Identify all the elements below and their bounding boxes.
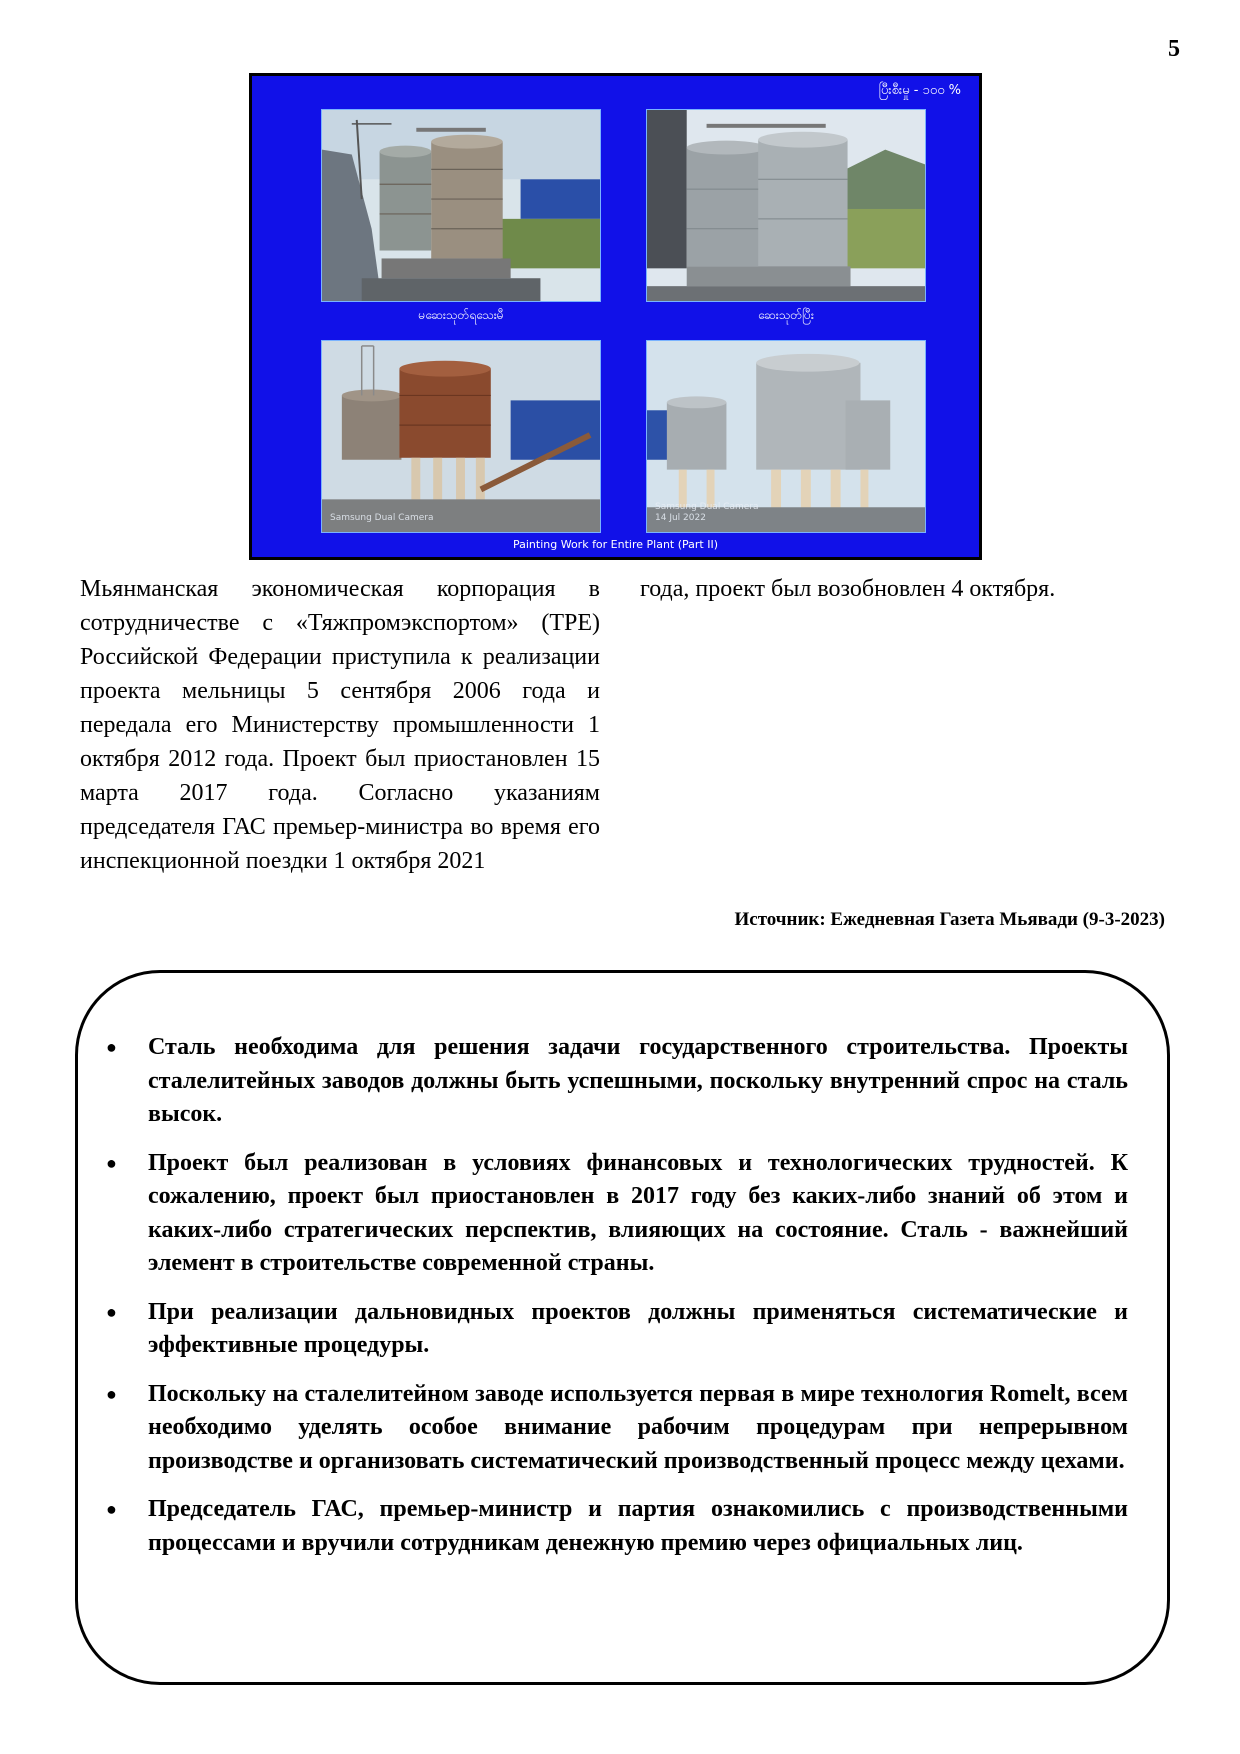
summary-item-text: При реализации дальновидных проектов должны применяться систематические и эффективные процедуры. — [148, 1298, 1128, 1358]
photo-tanks-before-bottom — [321, 340, 601, 533]
slide-image — [249, 73, 982, 560]
summary-item-text: Проект был реализован в условиях финансовых и технологических трудностей. К сожалению, проект был приостановлен в 2017 году без каких-либо знаний об этом и каких-либо стратегических перспектив, влияющих на состояние. Сталь - важнейший элемент в строительстве современной страны. — [148, 1149, 1128, 1276]
slide-footer: Painting Work for Entire Plant (Part II) — [512, 538, 719, 551]
summary-box — [75, 970, 1170, 1685]
bullet-icon: ● — [106, 1383, 117, 1404]
photo-tanks-before-top — [321, 109, 601, 302]
camera-stamp-2: Samsung Dual Camera — [655, 502, 759, 512]
bullet-icon: ● — [106, 1499, 117, 1519]
bullet-icon: ● — [106, 1152, 117, 1173]
caption-before: မဆေးသုတ်ရသေးမီ — [418, 308, 504, 322]
summary-item — [106, 1378, 1128, 1479]
summary-item-text: Сталь необходима для решения задачи государственного строительства. Проекты сталелитейных заводов должны быть успешными, поскольку внутренний спрос на сталь высок. — [148, 1034, 1128, 1127]
summary-list — [106, 1031, 1128, 1575]
photo-tanks-after-top — [646, 109, 926, 302]
photo-tanks-after-bottom — [646, 340, 926, 533]
bullet-icon: ● — [106, 1301, 117, 1322]
camera-stamp: Samsung Dual Camera — [330, 513, 434, 523]
page-number: 5 — [1168, 36, 1180, 62]
summary-item — [106, 1493, 1128, 1560]
summary-item — [106, 1296, 1128, 1363]
bullet-icon: ● — [106, 1037, 117, 1057]
article-left-column: Мьянманская экономическая корпорация в сотрудничестве с «Тяжпромэкспортом» (TPE) Российской Федерации приступила к реализации проекта мельницы 5 сентября 2006 года и передала его Министерству промышленности 1 октября 2012 года. Проект был приостановлен 15 марта 2017 года. Согласно указаниям председателя ГАС премьер-министра во время его инспекционной поездки 1 октября 2021 — [80, 576, 600, 874]
source-line: Источник: Ежедневная Газета Мьявади (9-3-2023) — [734, 909, 1165, 930]
article-right-column: года, проект был возобновлен 4 октября. — [640, 576, 1056, 602]
summary-item — [106, 1147, 1128, 1281]
camera-stamp-date — [655, 502, 759, 524]
completion-badge: ပြီးစီးမှု - ၁၀၀ % — [878, 83, 961, 98]
summary-item-text: Поскольку на сталелитейном заводе используется первая в мире технология Romelt, всем необходимо уделять особое внимание рабочим процедурам при непрерывном производстве и организовать систематический производственный процесс между цехами. — [148, 1380, 1128, 1474]
summary-item-text: Председатель ГАС, премьер-министр и партия ознакомились с производственными процессами и вручили сотрудникам денежную премию через официальных лиц. — [148, 1496, 1128, 1556]
caption-after: ဆေးသုတ်ပြီး — [758, 308, 814, 322]
summary-item — [106, 1031, 1128, 1132]
camera-date: 14 Jul 2022 — [655, 513, 706, 523]
